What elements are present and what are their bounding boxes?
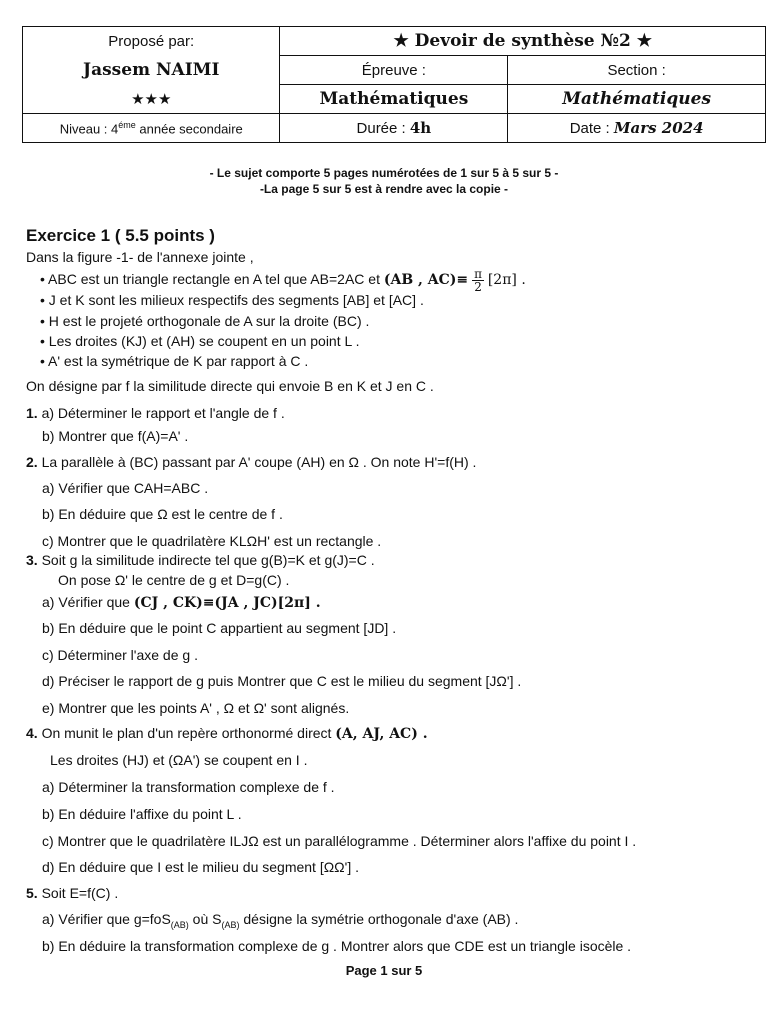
author-name: Jassem NAIMI <box>23 56 280 85</box>
duree <box>280 114 508 143</box>
question-2c: c) Montrer que le quadrilatère KLΩH' est un rectangle . <box>42 533 382 549</box>
date-value: Mars 2024 <box>613 119 704 137</box>
level <box>23 114 280 143</box>
exercise-title: Exercice 1 ( 5.5 points ) <box>26 226 215 245</box>
question-3-center: On pose Ω' le centre de g et D=g(C) . <box>58 572 290 588</box>
question-5: 5. Soit E=f(C) . <box>26 885 119 901</box>
note-pages: - Le sujet comporte 5 pages numérotées de 1 sur 5 à 5 sur 5 - <box>209 166 559 180</box>
header-table <box>22 26 766 143</box>
level-suffix: année secondaire <box>135 121 243 137</box>
question-2a: a) Vérifier que CAH=ABC . <box>42 480 209 496</box>
repere: (A, AJ, AC) . <box>335 726 428 742</box>
question-3a: a) Vérifier que (CJ , CK)≡(JA , JC)[2π] . <box>42 594 321 611</box>
question-3: 3. Soit g la similitude indirecte tel que g(B)=K et g(J)=C . <box>26 552 375 568</box>
question-4c: c) Montrer que le quadrilatère ILJΩ est un parallélogramme . Déterminer alors l'affixe du point I . <box>42 833 637 849</box>
exam-title: ★ Devoir de synthèse №2 ★ <box>280 27 766 56</box>
section-value: Mathématiques <box>508 85 766 114</box>
exercise-intro: Dans la figure -1- de l'annexe jointe , <box>26 249 254 265</box>
page-number: Page 1 sur 5 <box>345 963 423 978</box>
question-5a: a) Vérifier que g=foS$_{(AB)}$ où $S_{(AB)}$ désigne la symétrie orthogonale d'axe (AB) . <box>42 911 519 930</box>
bullet-triangle-text: • ABC est un triangle rectangle en A tel que AB=2AC et <box>40 271 380 288</box>
bullet-triangle <box>40 268 526 293</box>
bullet-symmetric: • A' est la symétrique de K par rapport à C . <box>40 353 309 369</box>
f-definition: On désigne par f la similitude directe qui envoie B en K et J en C . <box>26 378 434 394</box>
question-4b: b) En déduire l'affixe du point L . <box>42 806 242 822</box>
stars: ★★★ <box>23 85 280 114</box>
date <box>508 114 766 143</box>
question-4d: d) En déduire que I est le milieu du segment [ΩΩ'] . <box>42 859 359 875</box>
note-annex: -La page 5 sur 5 est à rendre avec la copie - <box>259 182 509 196</box>
date-label: Date : <box>569 120 614 137</box>
epreuve-label: Épreuve : <box>280 56 508 85</box>
modulo-2pi: [2π] . <box>487 272 526 289</box>
epreuve-value: Mathématiques <box>280 85 508 114</box>
duree-label: Durée : <box>356 120 410 137</box>
section-label: Section : <box>508 56 766 85</box>
fraction-pi-2: $\frac{\pi}{2}$ <box>474 267 482 294</box>
question-4-lines: Les droites (HJ) et (ΩA') se coupent en I . <box>50 752 308 768</box>
level-sup: éme <box>118 119 136 130</box>
question-2b: b) En déduire que Ω est le centre de f . <box>42 506 283 522</box>
question-3e: e) Montrer que les points A' , Ω et Ω' sont alignés. <box>42 700 350 716</box>
angle-equality: (CJ , CK)≡(JA , JC)[2π] . <box>133 595 321 611</box>
bullet-intersection: • Les droites (KJ) et (AH) se coupent en un point L . <box>40 333 360 349</box>
level-prefix: Niveau : 4 <box>59 121 119 137</box>
duree-value: 4h <box>409 119 432 137</box>
question-3b: b) En déduire que le point C appartient au segment [JD] . <box>42 620 397 636</box>
bullet-midpoints: • J et K sont les milieux respectifs des segments [AB] et [AC] . <box>40 292 424 308</box>
question-4: 4. On munit le plan d'un repère orthonormé direct (A, AJ, AC) . <box>26 725 428 742</box>
question-4a: a) Déterminer la transformation complexe de f . <box>42 779 335 795</box>
angle-ab-ac: (AB , AC)≡ <box>383 272 469 289</box>
question-1b: b) Montrer que f(A)=A' . <box>42 428 189 444</box>
question-2: 2. La parallèle à (BC) passant par A' coupe (AH) en Ω . On note H'=f(H) . <box>26 454 477 470</box>
question-3d: d) Préciser le rapport de g puis Montrer que C est le milieu du segment [JΩ'] . <box>42 673 522 689</box>
bullet-projection: • H est le projeté orthogonale de A sur la droite (BC) . <box>40 313 370 329</box>
question-5b: b) En déduire la transformation complexe de g . Montrer alors que CDE est un triangle isocèle . <box>42 938 632 954</box>
propose-label: Proposé par: <box>23 27 280 56</box>
question-3c: c) Déterminer l'axe de g . <box>42 647 198 663</box>
question-1a: 1. a) Déterminer le rapport et l'angle de f . <box>26 405 285 421</box>
